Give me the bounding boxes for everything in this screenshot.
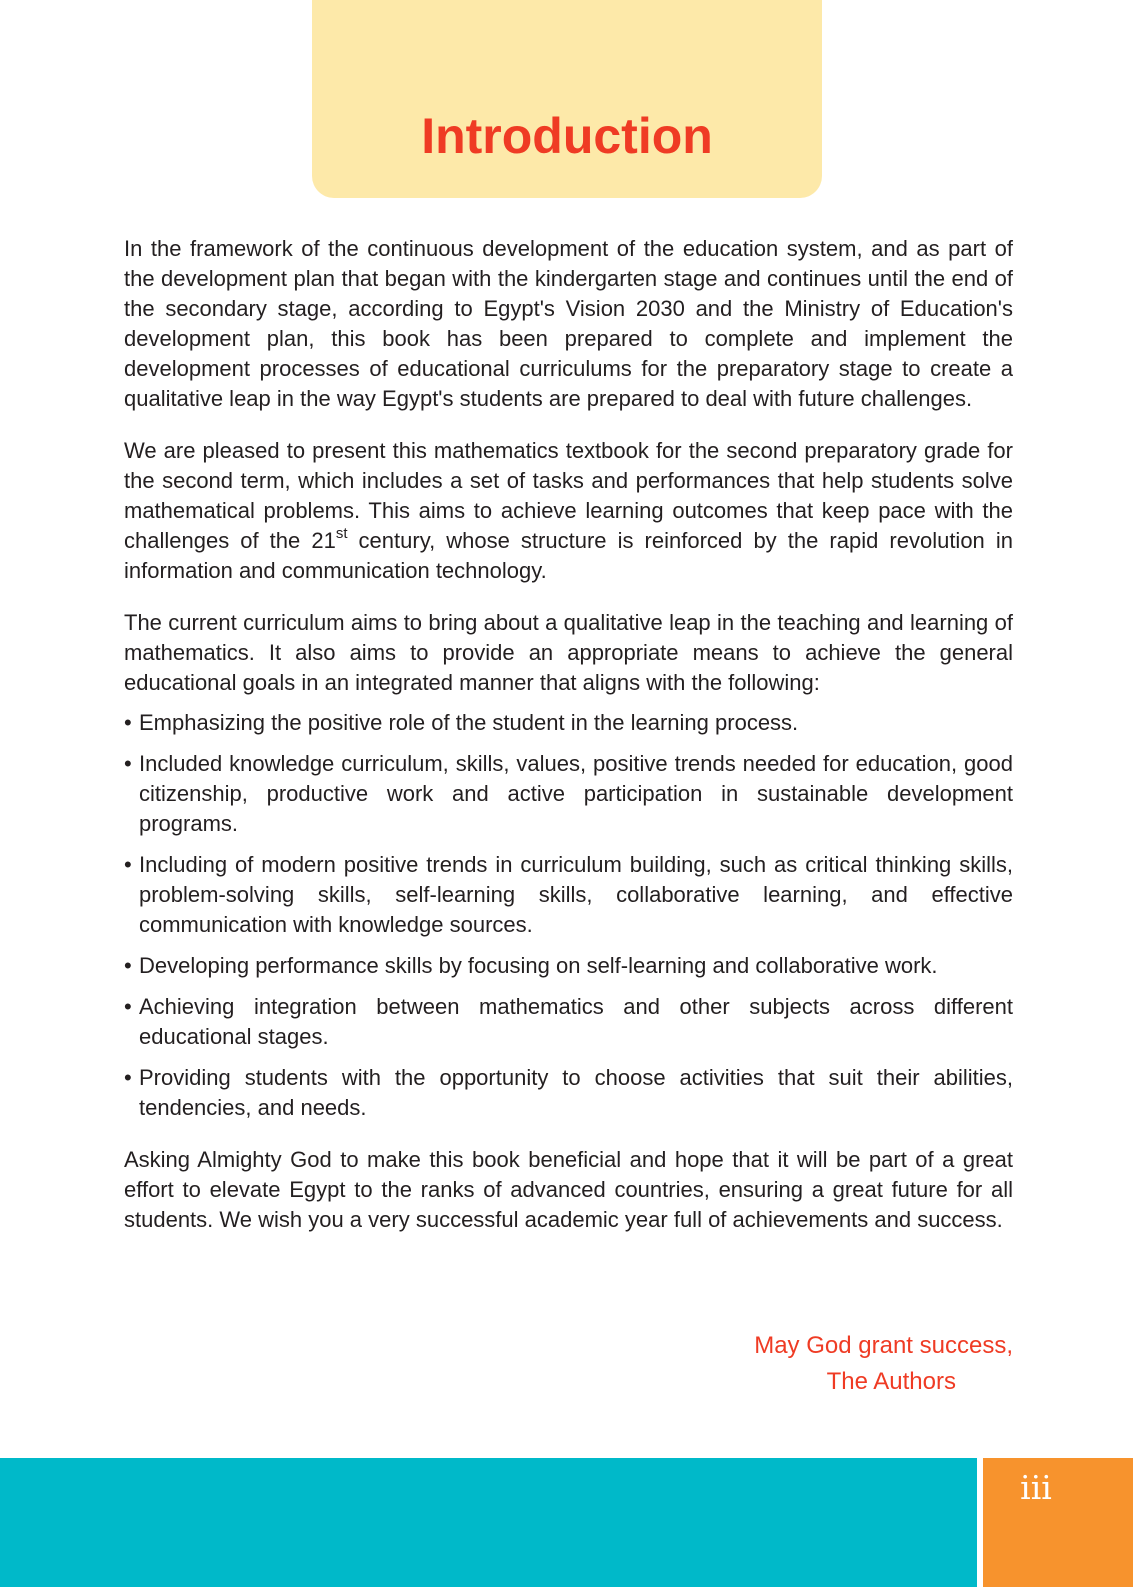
bullet-icon: • — [124, 994, 132, 1019]
footer-band — [0, 1458, 977, 1587]
list-item — [124, 708, 1013, 738]
paragraph-2-text-start: We are pleased to present this mathematics textbook for the second preparatory grade for the second term, which includes a set of tasks and performances that help students solve mathematical problems. This aims to achieve learning outcomes that keep pace with the challenges of the 21 — [124, 438, 1013, 553]
signoff — [754, 1328, 1013, 1400]
bullet-icon: • — [124, 751, 132, 776]
bullet-icon: • — [124, 953, 132, 978]
bullet-icon: • — [124, 710, 132, 735]
intro-paragraph-3: The current curriculum aims to bring about a qualitative leap in the teaching and learning of mathematics. It also aims to provide an appropriate means to achieve the general educational goals in an integrated manner that aligns with the following: — [124, 610, 1013, 695]
list-item — [124, 1063, 1013, 1123]
intro-paragraph-1: In the framework of the continuous development of the education system, and as part of the development plan that began with the kindergarten stage and continues until the end of the secondary stage, according to Egypt's Vision 2030 and the Ministry of Education's development plan, this book has been prepared to complete and implement the development processes of educational curriculums for the preparatory stage to create a qualitative leap in the way Egypt's students are prepared to deal with future challenges. — [124, 236, 1013, 411]
list-item-text: Included knowledge curriculum, skills, values, positive trends needed for education, good citizenship, productive work and active participation in sustainable development programs. — [139, 751, 1013, 836]
title-banner — [312, 0, 822, 198]
list-item-text: Developing performance skills by focusing on self-learning and collaborative work. — [139, 953, 938, 978]
list-item — [124, 992, 1013, 1052]
closing-paragraph: Asking Almighty God to make this book beneficial and hope that it will be part of a great effort to elevate Egypt to the ranks of advanced countries, ensuring a great future for all students. We wish you a very successful academic year full of achievements and success. — [124, 1147, 1013, 1232]
list-item-text: Providing students with the opportunity to choose activities that suit their abilities, tendencies, and needs. — [139, 1065, 1013, 1120]
bullet-icon: • — [124, 1065, 132, 1090]
list-item-text: Emphasizing the positive role of the student in the learning process. — [139, 710, 799, 735]
goals-list — [124, 708, 1013, 1123]
page-title: Introduction — [421, 108, 713, 164]
signoff-authors: The Authors — [826, 1368, 956, 1395]
list-item-text: Achieving integration between mathematics and other subjects across different educational stages. — [139, 994, 1013, 1049]
intro-paragraph-2 — [124, 436, 1013, 586]
paragraph-2-text-end: century, whose structure is reinforced by the rapid revolution in information and communication technology. — [124, 528, 1013, 583]
main-content — [124, 234, 1013, 1257]
list-item — [124, 850, 1013, 940]
page-number: iii — [1020, 1468, 1052, 1507]
list-item — [124, 951, 1013, 981]
footer-page-tab — [983, 1458, 1133, 1587]
bullet-icon: • — [124, 852, 132, 877]
list-item — [124, 749, 1013, 839]
list-item-text: Including of modern positive trends in curriculum building, such as critical thinking skills, problem-solving skills, self-learning skills, collaborative learning, and effective communication with knowledge sources. — [139, 852, 1013, 937]
signoff-blessing: May God grant success, — [754, 1332, 1013, 1359]
ordinal-superscript: st — [335, 524, 348, 542]
